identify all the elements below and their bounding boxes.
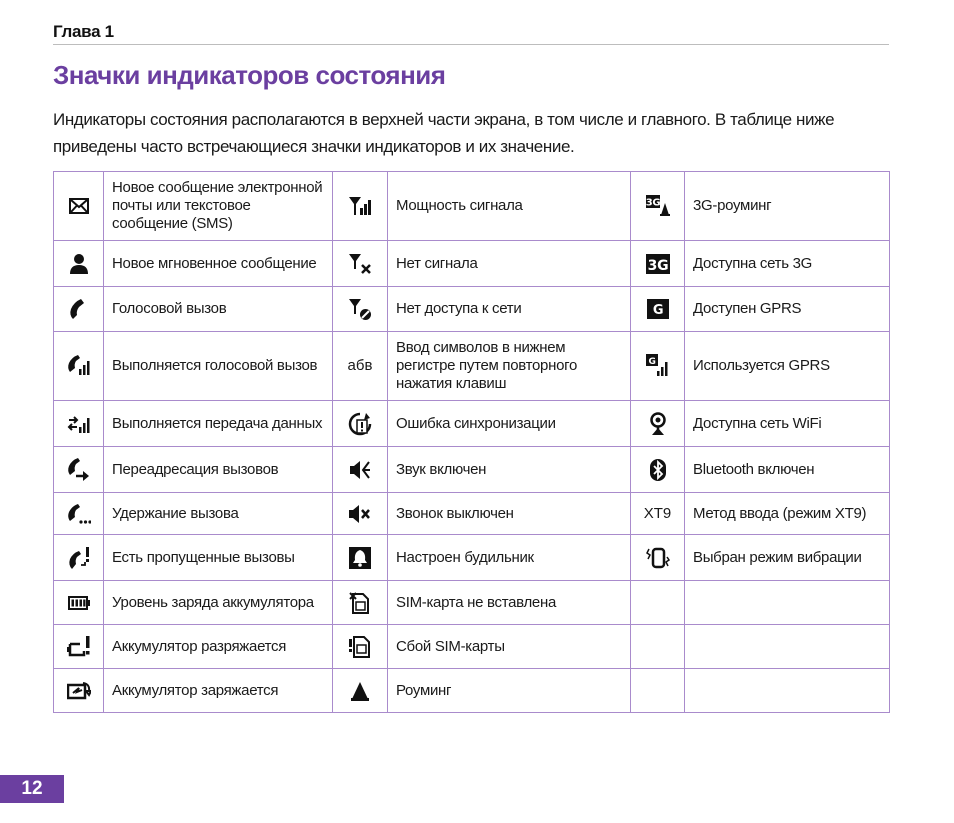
icon-cell <box>333 625 388 669</box>
table-row <box>54 581 890 625</box>
description-cell: Звук включен <box>388 447 631 493</box>
bluetooth-icon <box>646 460 670 477</box>
description-cell: Есть пропущенные вызовы <box>104 535 333 581</box>
icon-cell <box>54 447 104 493</box>
description-cell <box>685 669 890 713</box>
icon-cell <box>631 447 685 493</box>
sim-error-icon <box>348 637 372 654</box>
chapter-divider <box>53 44 889 45</box>
icon-cell <box>333 535 388 581</box>
table-row <box>54 401 890 447</box>
call-hold-icon <box>67 504 91 521</box>
icon-cell <box>631 172 685 241</box>
icon-cell <box>631 493 685 535</box>
description-cell: Выбран режим вибрации <box>685 535 890 581</box>
table-row <box>54 332 890 401</box>
description-cell: Нет сигнала <box>388 241 631 287</box>
call-forward-icon <box>67 460 91 477</box>
description-cell: Bluetooth включен <box>685 447 890 493</box>
description-cell: Используется GPRS <box>685 332 890 401</box>
icon-cell <box>54 332 104 401</box>
icon-cell <box>54 581 104 625</box>
icon-cell <box>631 241 685 287</box>
no-network-icon <box>348 300 372 317</box>
missed-call-icon <box>67 548 91 565</box>
icon-cell <box>631 625 685 669</box>
description-cell <box>685 581 890 625</box>
battery-low-icon <box>67 637 91 654</box>
gprs-icon <box>646 300 670 317</box>
description-cell: 3G-роуминг <box>685 172 890 241</box>
icon-cell <box>333 493 388 535</box>
icon-cell <box>54 625 104 669</box>
input-mode-text-icon: абв <box>347 357 373 374</box>
description-cell: Аккумулятор заряжается <box>104 669 333 713</box>
call-in-progress-icon <box>67 357 91 374</box>
chapter-label: Глава 1 <box>53 22 114 41</box>
icon-cell <box>333 581 388 625</box>
description-cell: Аккумулятор разряжается <box>104 625 333 669</box>
icon-cell <box>631 401 685 447</box>
icon-cell <box>54 401 104 447</box>
table-row <box>54 287 890 332</box>
table-row <box>54 669 890 713</box>
page-title: Значки индикаторов состояния <box>53 60 446 90</box>
description-cell: Новое мгновенное сообщение <box>104 241 333 287</box>
icon-cell <box>333 241 388 287</box>
table-row <box>54 493 890 535</box>
svg-text:3G: 3G <box>645 197 660 209</box>
icon-cell <box>333 287 388 332</box>
no-signal-icon <box>348 254 372 271</box>
description-cell: Удержание вызова <box>104 493 333 535</box>
icon-cell <box>631 581 685 625</box>
description-cell: Доступен GPRS <box>685 287 890 332</box>
description-cell: Новое сообщение электронной почты или текстовое сообщение (SMS) <box>104 172 333 241</box>
battery-charging-icon <box>67 681 91 698</box>
3g-icon <box>646 254 670 274</box>
wifi-icon <box>646 414 670 431</box>
description-cell: Нет доступа к сети <box>388 287 631 332</box>
sync-error-icon <box>348 414 372 431</box>
3g-roaming-icon <box>646 197 670 214</box>
table-row <box>54 625 890 669</box>
description-cell: Доступна сеть WiFi <box>685 401 890 447</box>
description-cell: SIM-карта не вставлена <box>388 581 631 625</box>
description-cell: Уровень заряда аккумулятора <box>104 581 333 625</box>
alarm-icon <box>348 548 372 565</box>
person-icon <box>67 254 91 271</box>
icon-cell <box>631 535 685 581</box>
icon-cell <box>631 669 685 713</box>
roaming-icon <box>348 681 372 698</box>
description-cell: Переадресация вызовов <box>104 447 333 493</box>
description-cell: Мощность сигнала <box>388 172 631 241</box>
envelope-icon <box>67 197 91 214</box>
icon-cell <box>333 172 388 241</box>
icon-cell <box>54 535 104 581</box>
icon-cell <box>333 332 388 401</box>
table-row <box>54 172 890 241</box>
description-cell: Выполняется голосовой вызов <box>104 332 333 401</box>
description-cell: Настроен будильник <box>388 535 631 581</box>
description-cell: Выполняется передача данных <box>104 401 333 447</box>
handset-icon <box>67 300 91 317</box>
ringer-off-icon <box>348 504 372 521</box>
icon-cell <box>54 241 104 287</box>
icon-cell <box>54 669 104 713</box>
svg-text:3G: 3G <box>647 257 668 274</box>
svg-text:G: G <box>652 303 663 318</box>
table-row <box>54 535 890 581</box>
svg-text:G: G <box>647 357 656 367</box>
data-transfer-icon <box>67 414 91 431</box>
description-cell: Звонок выключен <box>388 493 631 535</box>
description-cell: Роуминг <box>388 669 631 713</box>
description-cell: Ошибка синхронизации <box>388 401 631 447</box>
icon-cell <box>631 287 685 332</box>
gprs-in-use-icon <box>646 357 670 374</box>
icon-cell <box>333 447 388 493</box>
no-sim-icon <box>348 593 372 610</box>
description-cell: Голосовой вызов <box>104 287 333 332</box>
signal-strength-icon <box>348 197 372 214</box>
status-icons-table <box>53 171 890 713</box>
table-row <box>54 447 890 493</box>
icon-cell <box>333 401 388 447</box>
page-number: 12 <box>0 775 64 803</box>
intro-paragraph: Индикаторы состояния располагаются в верхней части экрана, в том числе и главного. В таблице ниже приведены часто встречающиеся значки индикаторов и их значение. <box>53 110 835 156</box>
icon-cell <box>333 669 388 713</box>
icon-cell <box>54 172 104 241</box>
table-row <box>54 241 890 287</box>
vibrate-icon <box>646 548 670 565</box>
description-cell <box>685 625 890 669</box>
icon-cell <box>54 493 104 535</box>
icon-cell <box>54 287 104 332</box>
description-cell: Доступна сеть 3G <box>685 241 890 287</box>
icon-cell <box>631 332 685 401</box>
input-mode-text-icon: XT9 <box>643 504 672 522</box>
battery-level-icon <box>67 593 91 610</box>
sound-on-icon <box>348 460 372 477</box>
description-cell: Ввод символов в нижнем регистре путем повторного нажатия клавиш <box>388 332 631 401</box>
description-cell: Метод ввода (режим XT9) <box>685 493 890 535</box>
description-cell: Сбой SIM-карты <box>388 625 631 669</box>
